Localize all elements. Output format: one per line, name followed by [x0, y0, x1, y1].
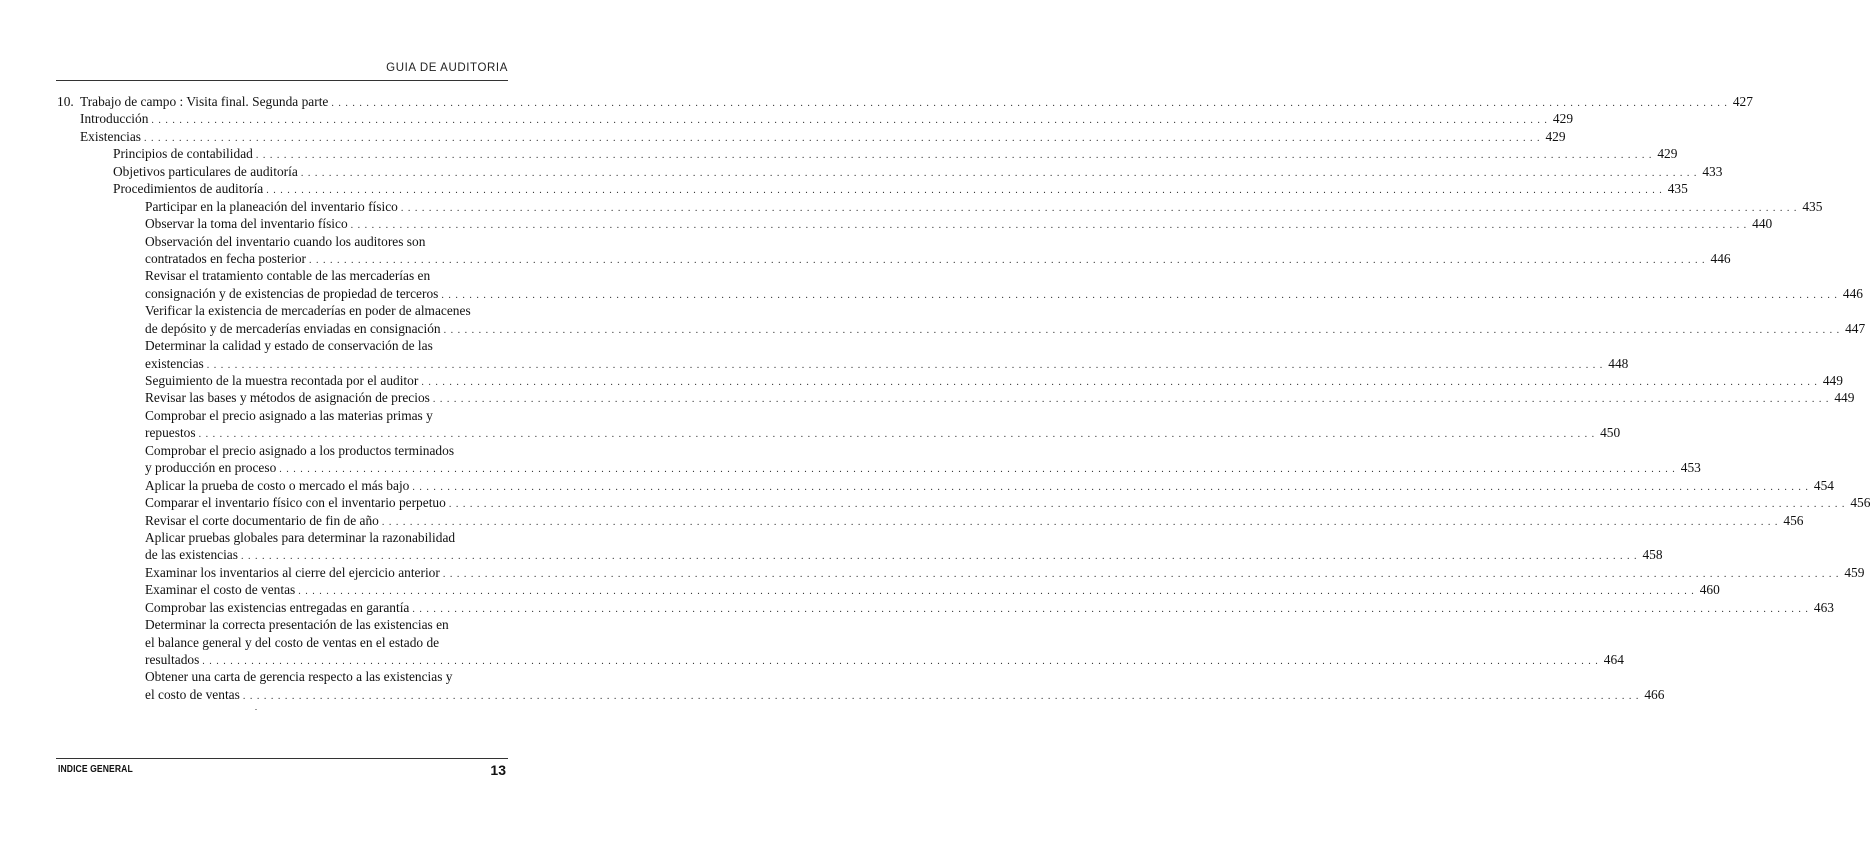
toc-entry-line: [145, 668, 506, 685]
toc-entry: [0, 180, 1688, 197]
toc-entry-title: Objetivos particulares de auditoría: [113, 163, 298, 179]
footer-section-label: INDICE GENERAL: [58, 763, 133, 775]
toc-entry: [0, 599, 1834, 616]
toc-entry-line: [145, 634, 506, 651]
toc-entry-page: 448: [1608, 355, 1629, 371]
toc-entry-page: 446: [1842, 285, 1863, 301]
toc-entry: [0, 250, 1731, 267]
toc-entry-line: [145, 407, 506, 424]
toc-dot-leader: . . . . . . . . . . . . . . . . . . . . . . . . . . . . . . . . . . . . . . . . . . . . . . . . . . . . . . . . . . . . . . . . . . . . . . . . . . . . . . . . . . . . . . . . . . . . . . . . . . . . . . . . . . . . . . . . . . . . . . . . . . . . . . . . . . . . . . . . . . . . . . . . . . . . . . . . . . . . . . . . . . . . . . . . . . . . . . . . . . . . . . . . . . . . . . . . . . . . . . . .: [255, 150, 1653, 162]
toc-entry-title: consignación y de existencias de propiedad de terceros: [145, 285, 439, 301]
toc-entry: [0, 407, 600, 424]
toc-entry-title: Participar en la planeación del inventario físico: [145, 198, 398, 214]
toc-entry-title: Revisar el tratamiento contable de las mercaderías en: [145, 268, 431, 284]
toc-entry: [0, 198, 1823, 215]
toc-entry-title: Introducción: [80, 111, 149, 127]
running-header-title: GUIA DE AUDITORIA: [386, 62, 508, 74]
toc-entry: [0, 267, 600, 284]
toc-entry: [0, 581, 1720, 598]
toc-entry-page: 449: [1822, 373, 1843, 388]
toc-dot-leader: . . . . . . . . . . . . . . . . . . . . . . . . . . . . . . . . . . . . . . . . . . . . . . . . . . . . . . . . . . . . . . . . . . . . . . . . . . . . . . . . . . . . . . . . . . . . . . . . . . . . . . . . . . . . . . . . . . . . . . . . . . . . . . . . . . . . . . . . . . . . . . . . . . . . . . . . . . . . . . . . . . . . . . . . . . . . . . . . . . . . . . . . . . . . . . . . . . . . . . . .: [432, 394, 1830, 406]
toc-entry-title: Existencias: [80, 128, 141, 144]
toc-dot-leader: . . . . . . . . . . . . . . . . . . . . . . . . . . . . . . . . . . . . . . . . . . . . . . . . . . . . . . . . . . . . . . . . . . . . . . . . . . . . . . . . . . . . . . . . . . . . . . . . . . . . . . . . . . . . . . . . . . . . . . . . . . . . . . . . . . . . . . . . . . . . . . . . . . . . . . . . . . . . . . . . . . . . . . . . . . . . . . . . . . . . . . . . . . . . . . . . . . . . . . . .: [331, 98, 1728, 109]
toc-entry-title: Obtener una carta de gerencia respecto a las existencias y: [145, 669, 453, 685]
toc-entry: [0, 512, 1804, 529]
toc-entry: [0, 424, 1621, 441]
toc-entry-page: 456: [1783, 512, 1804, 528]
toc-entry: [0, 564, 1865, 581]
toc-entry-page: 463: [1813, 599, 1834, 615]
toc-entry-title: Comprobar el precio asignado a las materias primas y: [145, 407, 433, 423]
toc-entry-page: 435: [1802, 198, 1823, 214]
toc-entry-page: 447: [1845, 320, 1866, 336]
toc-entry: [0, 546, 1663, 563]
toc-entry-title: Principios de contabilidad: [113, 146, 253, 162]
toc-entry-line: [145, 616, 506, 633]
toc-entry-title: Comprobar las existencias entregadas en garantía: [145, 599, 410, 615]
toc-entry: [0, 110, 1574, 127]
toc-dot-leader: . . . . . . . . . . . . . . . . . . . . . . . . . . . . . . . . . . . . . . . . . . . . . . . . . . . . . . . . . . . . . . . . . . . . . . . . . . . . . . . . . . . . . . . . . . . . . . . . . . . . . . . . . . . . . . . . . . . . . . . . . . . . . . . . . . . . . . . . . . . . . . . . . . . . . . . . . . . . . . . . . . . . . . . . . . . . . . . . . . . . . . . . . . . . . . . . . . . . . . . .: [309, 254, 1706, 266]
toc-entry: [0, 337, 600, 354]
toc-entry-title: contratados en fecha posterior: [145, 250, 306, 266]
toc-entry-title: Observación del inventario cuando los auditores son: [145, 233, 426, 249]
toc-entry: [0, 634, 600, 651]
toc-entry-page: 450: [1600, 425, 1621, 441]
toc-entry-page: 446: [1710, 250, 1731, 266]
toc-entry-line: [145, 686, 1665, 705]
scan-speck: [255, 709, 257, 710]
toc-entry-title: Trabajo de campo : Visita final. Segunda parte: [80, 94, 329, 109]
toc-entry-page: 433: [1702, 163, 1723, 179]
toc-dot-leader: . . . . . . . . . . . . . . . . . . . . . . . . . . . . . . . . . . . . . . . . . . . . . . . . . . . . . . . . . . . . . . . . . . . . . . . . . . . . . . . . . . . . . . . . . . . . . . . . . . . . . . . . . . . . . . . . . . . . . . . . . . . . . . . . . . . . . . . . . . . . . . . . . . . . . . . . . . . . . . . . . . . . . . . . . . . . . . . . . . . . . . . . . . . . . . . . . . . . . . . .: [266, 185, 1663, 197]
toc-entry-title: el costo de ventas: [145, 686, 240, 702]
toc-dot-leader: . . . . . . . . . . . . . . . . . . . . . . . . . . . . . . . . . . . . . . . . . . . . . . . . . . . . . . . . . . . . . . . . . . . . . . . . . . . . . . . . . . . . . . . . . . . . . . . . . . . . . . . . . . . . . . . . . . . . . . . . . . . . . . . . . . . . . . . . . . . . . . . . . . . . . . . . . . . . . . . . . . . . . . . . . . . . . . . . . . . . . . . . . . . . . . . . . . . . . . . .: [381, 516, 1779, 528]
toc-entry-page: 429: [1545, 128, 1566, 144]
toc-entry: [0, 145, 1678, 162]
toc-dot-leader: . . . . . . . . . . . . . . . . . . . . . . . . . . . . . . . . . . . . . . . . . . . . . . . . . . . . . . . . . . . . . . . . . . . . . . . . . . . . . . . . . . . . . . . . . . . . . . . . . . . . . . . . . . . . . . . . . . . . . . . . . . . . . . . . . . . . . . . . . . . . . . . . . . . . . . . . . . . . . . . . . . . . . . . . . . . . . . . . . . . . . . . . . . . . . . . . . . . . . . . .: [279, 464, 1676, 476]
toc-entry-title: Comparar el inventario físico con el inventario perpetuo: [145, 495, 446, 511]
toc-entry-page: 440: [1752, 216, 1773, 232]
header-rule: [56, 80, 508, 81]
toc-entry: [0, 320, 1866, 337]
toc-entry: [0, 128, 1566, 145]
toc-entry-line: [145, 302, 506, 319]
toc-entry-page: 456: [1850, 495, 1870, 511]
table-of-contents: [0, 93, 1870, 703]
toc-dot-leader: . . . . . . . . . . . . . . . . . . . . . . . . . . . . . . . . . . . . . . . . . . . . . . . . . . . . . . . . . . . . . . . . . . . . . . . . . . . . . . . . . . . . . . . . . . . . . . . . . . . . . . . . . . . . . . . . . . . . . . . . . . . . . . . . . . . . . . . . . . . . . . . . . . . . . . . . . . . . . . . . . . . . . . . . . . . . . . . . . . . . . . . . . . . . . . . . . . . . . . . .: [421, 377, 1818, 388]
toc-entry-page: 429: [1552, 111, 1574, 127]
toc-entry-page: 458: [1642, 547, 1663, 563]
toc-entry-line: [145, 529, 506, 546]
toc-entry: [0, 233, 600, 250]
toc-entry: [0, 459, 1701, 476]
toc-entry-page: 460: [1699, 582, 1720, 598]
toc-entry: [0, 93, 1753, 110]
toc-entry-line: [145, 267, 506, 284]
toc-dot-leader: . . . . . . . . . . . . . . . . . . . . . . . . . . . . . . . . . . . . . . . . . . . . . . . . . . . . . . . . . . . . . . . . . . . . . . . . . . . . . . . . . . . . . . . . . . . . . . . . . . . . . . . . . . . . . . . . . . . . . . . . . . . . . . . . . . . . . . . . . . . . . . . . . . . . . . . . . . . . . . . . . . . . . . . . . . . . . . . . . . . . . . . . . . . . . . . . . . . . . . . .: [242, 690, 1640, 702]
toc-dot-leader: . . . . . . . . . . . . . . . . . . . . . . . . . . . . . . . . . . . . . . . . . . . . . . . . . . . . . . . . . . . . . . . . . . . . . . . . . . . . . . . . . . . . . . . . . . . . . . . . . . . . . . . . . . . . . . . . . . . . . . . . . . . . . . . . . . . . . . . . . . . . . . . . . . . . . . . . . . . . . . . . . . . . . . . . . . . . . . . . . . . . . . . . . . . . . . . . . . . . . . . .: [443, 324, 1841, 336]
toc-entry: [0, 494, 1870, 511]
toc-dot-leader: . . . . . . . . . . . . . . . . . . . . . . . . . . . . . . . . . . . . . . . . . . . . . . . . . . . . . . . . . . . . . . . . . . . . . . . . . . . . . . . . . . . . . . . . . . . . . . . . . . . . . . . . . . . . . . . . . . . . . . . . . . . . . . . . . . . . . . . . . . . . . . . . . . . . . . . . . . . . . . . . . . . . . . . . . . . . . . . . . . . . . . . . . . . . . . . . . . . . . . . .: [350, 220, 1748, 232]
toc-entry-title: Observar la toma del inventario físico: [145, 216, 348, 232]
toc-entry: [0, 616, 600, 633]
toc-dot-leader: . . . . . . . . . . . . . . . . . . . . . . . . . . . . . . . . . . . . . . . . . . . . . . . . . . . . . . . . . . . . . . . . . . . . . . . . . . . . . . . . . . . . . . . . . . . . . . . . . . . . . . . . . . . . . . . . . . . . . . . . . . . . . . . . . . . . . . . . . . . . . . . . . . . . . . . . . . . . . . . . . . . . . . . . . . . . . . . . . . . . . . . . . . . . . . . . . . . . . . . .: [202, 656, 1599, 667]
toc-dot-leader: . . . . . . . . . . . . . . . . . . . . . . . . . . . . . . . . . . . . . . . . . . . . . . . . . . . . . . . . . . . . . . . . . . . . . . . . . . . . . . . . . . . . . . . . . . . . . . . . . . . . . . . . . . . . . . . . . . . . . . . . . . . . . . . . . . . . . . . . . . . . . . . . . . . . . . . . . . . . . . . . . . . . . . . . . . . . . . . . . . . . . . . . . . . . . . . . . . . . . . . .: [143, 132, 1541, 144]
toc-entry-title: de las existencias: [145, 547, 238, 563]
toc-entry-title: Examinar los inventarios al cierre del ejercicio anterior: [145, 564, 440, 580]
toc-entry-page: 459: [1844, 564, 1865, 580]
toc-dot-leader: . . . . . . . . . . . . . . . . . . . . . . . . . . . . . . . . . . . . . . . . . . . . . . . . . . . . . . . . . . . . . . . . . . . . . . . . . . . . . . . . . . . . . . . . . . . . . . . . . . . . . . . . . . . . . . . . . . . . . . . . . . . . . . . . . . . . . . . . . . . . . . . . . . . . . . . . . . . . . . . . . . . . . . . . . . . . . . . . . . . . . . . . . . . . . . . . . . . . . . . .: [400, 202, 1798, 214]
toc-dot-leader: . . . . . . . . . . . . . . . . . . . . . . . . . . . . . . . . . . . . . . . . . . . . . . . . . . . . . . . . . . . . . . . . . . . . . . . . . . . . . . . . . . . . . . . . . . . . . . . . . . . . . . . . . . . . . . . . . . . . . . . . . . . . . . . . . . . . . . . . . . . . . . . . . . . . . . . . . . . . . . . . . . . . . . . . . . . . . . . . . . . . . . . . . . . . . . . . . . . . . . . .: [412, 481, 1809, 493]
toc-dot-leader: . . . . . . . . . . . . . . . . . . . . . . . . . . . . . . . . . . . . . . . . . . . . . . . . . . . . . . . . . . . . . . . . . . . . . . . . . . . . . . . . . . . . . . . . . . . . . . . . . . . . . . . . . . . . . . . . . . . . . . . . . . . . . . . . . . . . . . . . . . . . . . . . . . . . . . . . . . . . . . . . . . . . . . . . . . . . . . . . . . . . . . . . . . . . . . . . . . . . . . . .: [298, 586, 1695, 598]
toc-dot-leader: . . . . . . . . . . . . . . . . . . . . . . . . . . . . . . . . . . . . . . . . . . . . . . . . . . . . . . . . . . . . . . . . . . . . . . . . . . . . . . . . . . . . . . . . . . . . . . . . . . . . . . . . . . . . . . . . . . . . . . . . . . . . . . . . . . . . . . . . . . . . . . . . . . . . . . . . . . . . . . . . . . . . . . . . . . . . . . . . . . . . . . . . . . . . . . . . . . . . . . . .: [240, 551, 1638, 563]
toc-entry-title: Determinar la correcta presentación de las existencias en: [145, 617, 449, 633]
toc-dot-leader: . . . . . . . . . . . . . . . . . . . . . . . . . . . . . . . . . . . . . . . . . . . . . . . . . . . . . . . . . . . . . . . . . . . . . . . . . . . . . . . . . . . . . . . . . . . . . . . . . . . . . . . . . . . . . . . . . . . . . . . . . . . . . . . . . . . . . . . . . . . . . . . . . . . . . . . . . . . . . . . . . . . . . . . . . . . . . . . . . . . . . . . . . . . . . . . . . . . . . . . .: [300, 167, 1698, 179]
toc-entry-page: 453: [1680, 460, 1701, 476]
toc-entry-title: Verificar la existencia de mercaderías en poder de almacenes: [145, 303, 471, 319]
toc-entry-page: 464: [1603, 652, 1624, 667]
toc-entry-page: 466: [1644, 686, 1665, 702]
page-number: 13: [490, 762, 506, 778]
toc-entry: [0, 686, 1665, 703]
toc-dot-leader: . . . . . . . . . . . . . . . . . . . . . . . . . . . . . . . . . . . . . . . . . . . . . . . . . . . . . . . . . . . . . . . . . . . . . . . . . . . . . . . . . . . . . . . . . . . . . . . . . . . . . . . . . . . . . . . . . . . . . . . . . . . . . . . . . . . . . . . . . . . . . . . . . . . . . . . . . . . . . . . . . . . . . . . . . . . . . . . . . . . . . . . . . . . . . . . . . . . . . . . .: [151, 115, 1548, 127]
toc-entry: [0, 372, 1843, 389]
toc-entry: [0, 302, 600, 319]
toc-entry: [0, 163, 1723, 180]
toc-entry-title: existencias: [145, 355, 204, 371]
toc-entry-page: 427: [1732, 94, 1753, 109]
toc-entry: [0, 651, 1624, 668]
toc-entry-line: [145, 337, 506, 354]
toc-dot-leader: . . . . . . . . . . . . . . . . . . . . . . . . . . . . . . . . . . . . . . . . . . . . . . . . . . . . . . . . . . . . . . . . . . . . . . . . . . . . . . . . . . . . . . . . . . . . . . . . . . . . . . . . . . . . . . . . . . . . . . . . . . . . . . . . . . . . . . . . . . . . . . . . . . . . . . . . . . . . . . . . . . . . . . . . . . . . . . . . . . . . . . . . . . . . . . . . . . . . . . . .: [442, 568, 1840, 580]
toc-entry-title: Comprobar el precio asignado a los productos terminados: [145, 442, 455, 458]
toc-entry-title: Aplicar pruebas globales para determinar la razonabilidad: [145, 529, 456, 545]
toc-entry-page: 429: [1657, 146, 1678, 162]
toc-dot-leader: . . . . . . . . . . . . . . . . . . . . . . . . . . . . . . . . . . . . . . . . . . . . . . . . . . . . . . . . . . . . . . . . . . . . . . . . . . . . . . . . . . . . . . . . . . . . . . . . . . . . . . . . . . . . . . . . . . . . . . . . . . . . . . . . . . . . . . . . . . . . . . . . . . . . . . . . . . . . . . . . . . . . . . . . . . . . . . . . . . . . . . . . . . . . . . . . . . . . . . . .: [198, 429, 1596, 441]
toc-dot-leader: . . . . . . . . . . . . . . . . . . . . . . . . . . . . . . . . . . . . . . . . . . . . . . . . . . . . . . . . . . . . . . . . . . . . . . . . . . . . . . . . . . . . . . . . . . . . . . . . . . . . . . . . . . . . . . . . . . . . . . . . . . . . . . . . . . . . . . . . . . . . . . . . . . . . . . . . . . . . . . . . . . . . . . . . . . . . . . . . . . . . . . . . . . . . . . . . . . . . . . . .: [412, 603, 1809, 615]
toc-entry-title: Determinar la calidad y estado de conservación de las: [145, 338, 433, 354]
toc-entry-title: Revisar las bases y métodos de asignación de precios: [145, 390, 430, 406]
toc-entry-title: el balance general y del costo de ventas en el estado de: [145, 634, 440, 650]
toc-entry-title: Seguimiento de la muestra recontada por el auditor: [145, 373, 419, 388]
toc-entry: [0, 355, 1629, 372]
toc-entry-page: 449: [1834, 390, 1855, 406]
toc-entry: [0, 442, 600, 459]
toc-entry-number: 10.: [57, 94, 74, 109]
toc-entry-page: 454: [1813, 477, 1834, 493]
toc-entry-line: [145, 233, 506, 250]
toc-entry-title: Aplicar la prueba de costo o mercado el más bajo: [145, 477, 410, 493]
toc-entry-title: Revisar el corte documentario de fin de año: [145, 512, 379, 528]
toc-entry-page: 435: [1667, 181, 1688, 197]
toc-dot-leader: . . . . . . . . . . . . . . . . . . . . . . . . . . . . . . . . . . . . . . . . . . . . . . . . . . . . . . . . . . . . . . . . . . . . . . . . . . . . . . . . . . . . . . . . . . . . . . . . . . . . . . . . . . . . . . . . . . . . . . . . . . . . . . . . . . . . . . . . . . . . . . . . . . . . . . . . . . . . . . . . . . . . . . . . . . . . . . . . . . . . . . . . . . . . . . . . . . . . . . . .: [448, 499, 1846, 511]
toc-entry: [0, 389, 1855, 406]
toc-entry: [0, 477, 1834, 494]
toc-entry: [0, 215, 1773, 232]
toc-entry-line: [145, 442, 506, 459]
toc-entry-title: de depósito y de mercaderías enviadas en consignación: [145, 320, 441, 336]
toc-entry-title: Procedimientos de auditoría: [113, 181, 264, 197]
toc-entry-title: resultados: [145, 652, 200, 667]
toc-dot-leader: . . . . . . . . . . . . . . . . . . . . . . . . . . . . . . . . . . . . . . . . . . . . . . . . . . . . . . . . . . . . . . . . . . . . . . . . . . . . . . . . . . . . . . . . . . . . . . . . . . . . . . . . . . . . . . . . . . . . . . . . . . . . . . . . . . . . . . . . . . . . . . . . . . . . . . . . . . . . . . . . . . . . . . . . . . . . . . . . . . . . . . . . . . . . . . . . . . . . . . . .: [441, 289, 1838, 301]
toc-entry: [0, 285, 1863, 302]
toc-entry-title: repuestos: [145, 425, 196, 441]
toc-entry: [0, 668, 600, 685]
toc-entry-title: Examinar el costo de ventas: [145, 582, 296, 598]
toc-entry: [0, 529, 600, 546]
toc-entry-title: y producción en proceso: [145, 460, 277, 476]
toc-dot-leader: . . . . . . . . . . . . . . . . . . . . . . . . . . . . . . . . . . . . . . . . . . . . . . . . . . . . . . . . . . . . . . . . . . . . . . . . . . . . . . . . . . . . . . . . . . . . . . . . . . . . . . . . . . . . . . . . . . . . . . . . . . . . . . . . . . . . . . . . . . . . . . . . . . . . . . . . . . . . . . . . . . . . . . . . . . . . . . . . . . . . . . . . . . . . . . . . . . . . . . . .: [206, 359, 1604, 371]
footer-rule: [56, 758, 508, 759]
